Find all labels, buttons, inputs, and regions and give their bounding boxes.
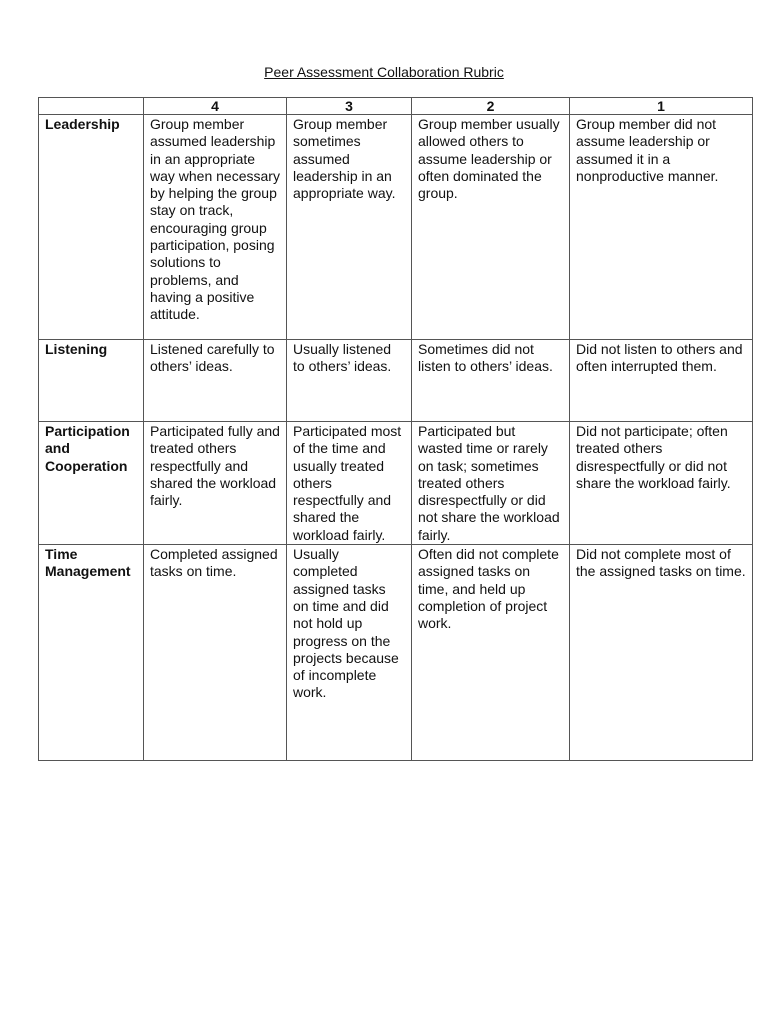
document-title: Peer Assessment Collaboration Rubric	[264, 64, 504, 80]
rubric-row-time-management	[39, 545, 753, 761]
header-cell-score-4: 4	[144, 98, 287, 115]
rubric-row-leadership	[39, 115, 753, 340]
rubric-cell-score-3: Group member sometimes assumed leadership in an appropriate way.	[287, 115, 412, 340]
rubric-cell-score-4: Group member assumed leadership in an appropriate way when necessary by helping the group stay on track, encouraging group participation, posing solutions to problems, and having a positive attitude.	[144, 115, 287, 340]
rubric-cell-score-4: Completed assigned tasks on time.	[144, 545, 287, 761]
criterion-label: Participation and Cooperation	[39, 422, 144, 545]
rubric-cell-score-2: Participated but wasted time or rarely on task; sometimes treated others disrespectfully or did not share the workload fairly.	[412, 422, 570, 545]
rubric-cell-score-4: Participated fully and treated others respectfully and shared the workload fairly.	[144, 422, 287, 545]
rubric-cell-score-4: Listened carefully to others’ ideas.	[144, 340, 287, 422]
rubric-row-listening	[39, 340, 753, 422]
rubric-table	[38, 97, 753, 761]
rubric-cell-score-2: Sometimes did not listen to others’ ideas.	[412, 340, 570, 422]
rubric-cell-score-1: Did not listen to others and often interrupted them.	[570, 340, 753, 422]
rubric-cell-score-1: Did not participate; often treated others disrespectfully or did not share the workload fairly.	[570, 422, 753, 545]
criterion-label: Leadership	[39, 115, 144, 340]
rubric-cell-score-3: Usually completed assigned tasks on time and did not hold up progress on the projects because of incomplete work.	[287, 545, 412, 761]
rubric-cell-score-2: Group member usually allowed others to assume leadership or often dominated the group.	[412, 115, 570, 340]
header-cell-score-3: 3	[287, 98, 412, 115]
header-row	[39, 98, 753, 115]
rubric-cell-score-3: Usually listened to others’ ideas.	[287, 340, 412, 422]
header-cell-score-1: 1	[570, 98, 753, 115]
criterion-label: Listening	[39, 340, 144, 422]
rubric-cell-score-1: Did not complete most of the assigned tasks on time.	[570, 545, 753, 761]
header-cell-criterion	[39, 98, 144, 115]
criterion-label: Time Management	[39, 545, 144, 761]
rubric-cell-score-1: Group member did not assume leadership or assumed it in a nonproductive manner.	[570, 115, 753, 340]
rubric-cell-score-2: Often did not complete assigned tasks on time, and held up completion of project work.	[412, 545, 570, 761]
header-cell-score-2: 2	[412, 98, 570, 115]
rubric-row-participation	[39, 422, 753, 545]
rubric-cell-score-3: Participated most of the time and usually treated others respectfully and shared the workload fairly.	[287, 422, 412, 545]
